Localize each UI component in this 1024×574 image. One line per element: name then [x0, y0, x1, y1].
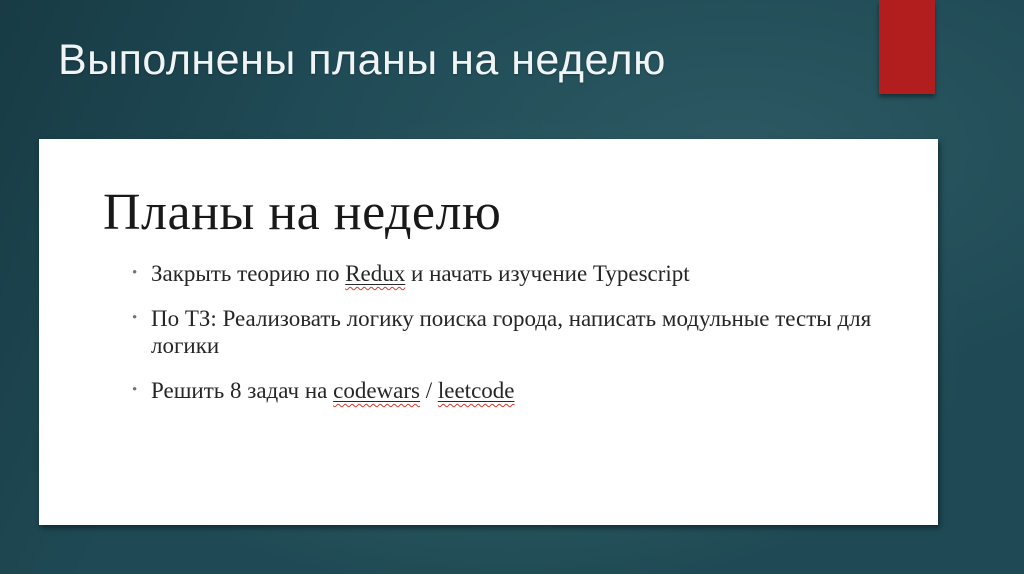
- list-item: [103, 305, 898, 359]
- bullet-icon: •: [132, 264, 138, 281]
- codewars-link[interactable]: codewars: [333, 377, 420, 403]
- bullet-1-text: Закрыть теорию по: [151, 260, 346, 286]
- bullet-1-text-post: и начать изучение Typescript: [405, 260, 690, 286]
- spellcheck-underline: [438, 378, 515, 403]
- bullet-2-text: По ТЗ: Реализовать логику поиска города, написать модульные тесты для логики: [151, 305, 872, 358]
- leetcode-link[interactable]: leetcode: [437, 377, 515, 403]
- list-item: [103, 377, 898, 404]
- bullet-icon: •: [132, 381, 138, 398]
- spellcheck-underline: [345, 261, 405, 286]
- bullet-3-text-mid: /: [419, 377, 438, 403]
- bullet-list: [103, 260, 898, 404]
- content-card: [39, 139, 938, 525]
- bullet-icon: •: [132, 309, 138, 326]
- redux-link[interactable]: Redux: [345, 260, 406, 286]
- card-heading: Планы на неделю: [103, 184, 502, 241]
- content-card-body: [39, 139, 938, 404]
- bullet-3-text: Решить 8 задач на: [151, 377, 334, 403]
- accent-bar: [879, 0, 935, 94]
- spellcheck-underline: [333, 378, 420, 403]
- list-item: [103, 260, 898, 287]
- slide-title: Выполнены планы на неделю: [58, 36, 666, 84]
